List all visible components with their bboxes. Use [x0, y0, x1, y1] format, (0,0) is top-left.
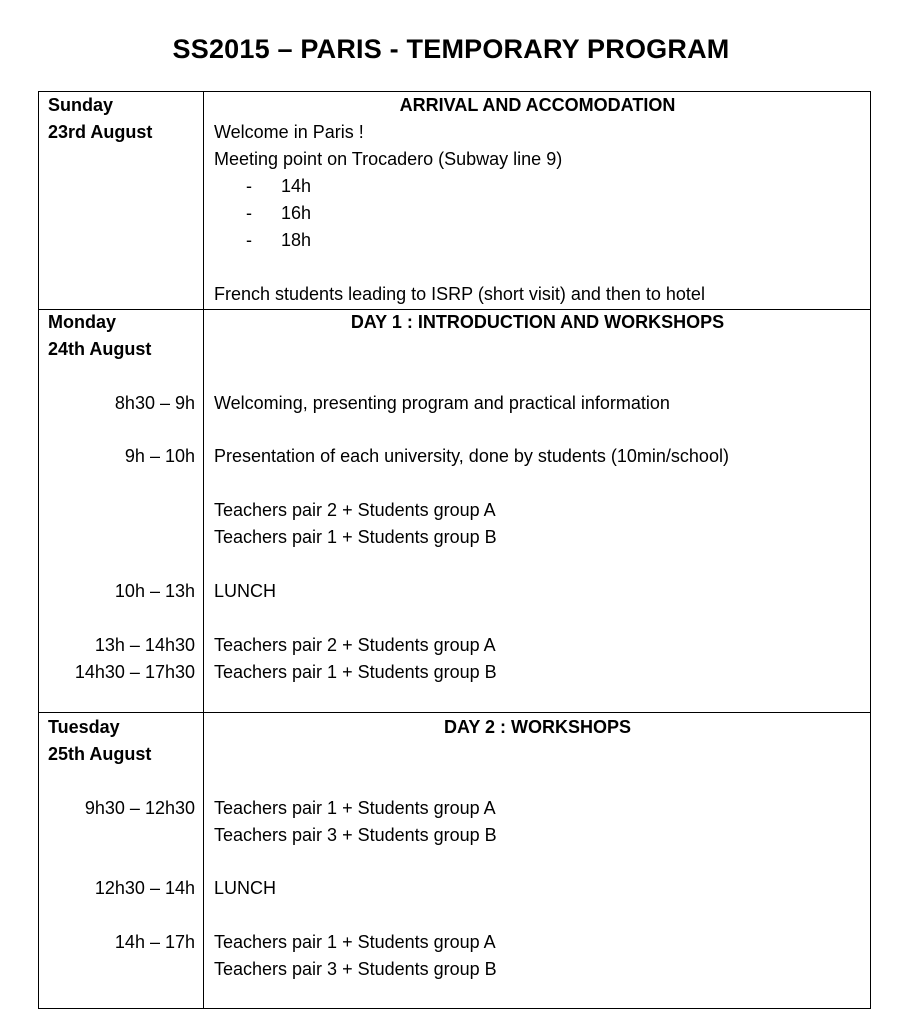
schedule-text: Welcome in Paris !: [214, 122, 364, 142]
day-heading: DAY 1 : INTRODUCTION AND WORKSHOPS: [350, 312, 725, 332]
bullet-dash: -: [246, 176, 252, 196]
bullet-dash: -: [246, 203, 252, 223]
time-slot: 13h – 14h30: [94, 635, 195, 655]
table-border-bottom: [38, 1008, 871, 1009]
time-slot: 12h30 – 14h: [94, 878, 195, 898]
time-slot: 8h30 – 9h: [114, 393, 195, 413]
day-heading: ARRIVAL AND ACCOMODATION: [399, 95, 676, 115]
day-date: 25th August: [48, 744, 152, 764]
day-name: Monday: [48, 312, 117, 332]
schedule-text: Teachers pair 1 + Students group A: [214, 798, 496, 818]
schedule-text: Teachers pair 3 + Students group B: [214, 959, 497, 979]
day-heading: DAY 2 : WORKSHOPS: [443, 717, 632, 737]
table-border-left: [38, 91, 39, 1009]
schedule-text: Presentation of each university, done by students (10min/school): [214, 446, 729, 466]
day-name: Tuesday: [48, 717, 120, 737]
time-slot: 9h – 10h: [124, 446, 195, 466]
time-slot: 14h30 – 17h30: [74, 662, 195, 682]
schedule-text: Teachers pair 1 + Students group B: [214, 662, 497, 682]
bullet-time: 18h: [281, 230, 312, 250]
time-slot: 9h30 – 12h30: [84, 798, 195, 818]
page-title: SS2015 – PARIS - TEMPORARY PROGRAM: [172, 34, 730, 64]
day-date: 24th August: [48, 339, 152, 359]
row-divider-2: [38, 712, 871, 713]
schedule-text: French students leading to ISRP (short visit) and then to hotel: [214, 284, 705, 304]
time-slot: 10h – 13h: [114, 581, 195, 601]
schedule-text: Teachers pair 2 + Students group A: [214, 635, 496, 655]
table-border-right: [870, 91, 871, 1009]
schedule-text: Teachers pair 2 + Students group A: [214, 500, 496, 520]
schedule-text: Teachers pair 1 + Students group B: [214, 527, 497, 547]
bullet-dash: -: [246, 230, 252, 250]
schedule-text: Welcoming, presenting program and practical information: [214, 393, 670, 413]
schedule-text: Teachers pair 3 + Students group B: [214, 825, 497, 845]
schedule-text: Teachers pair 1 + Students group A: [214, 932, 496, 952]
day-date: 23rd August: [48, 122, 153, 142]
time-slot: 14h – 17h: [114, 932, 195, 952]
bullet-time: 14h: [281, 176, 312, 196]
schedule-text: Meeting point on Trocadero (Subway line 9): [214, 149, 563, 169]
bullet-time: 16h: [281, 203, 312, 223]
day-name: Sunday: [48, 95, 114, 115]
schedule-text: LUNCH: [214, 878, 277, 898]
column-divider: [203, 91, 204, 1009]
schedule-text: LUNCH: [214, 581, 277, 601]
